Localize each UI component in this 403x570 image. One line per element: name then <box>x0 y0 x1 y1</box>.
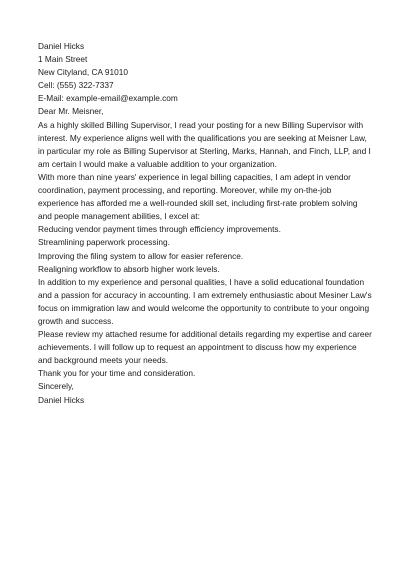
sender-email: E-Mail: example-email@example.com <box>38 93 178 104</box>
body-line: coordination, payment processing, and reporting. Moreover, while my on-the-job <box>38 185 332 196</box>
body-line: experience has afforded me a well-rounded skill set, including first-rate problem solving <box>38 198 358 209</box>
sender-cell: Cell: (555) 322-7337 <box>38 80 114 91</box>
body-line: With more than nine years' experience in legal billing capacities, I am adept in vendor <box>38 171 351 182</box>
skill-item: Improving the filing system to allow for easier reference. <box>38 250 244 261</box>
body-line: focus on immigration law and would welcome the opportunity to contribute to your ongoing <box>38 302 370 313</box>
body-line: Please review my attached resume for additional details regarding my expertise and career <box>38 329 372 340</box>
body-line: and people management abilities, I excel at: <box>38 211 200 222</box>
sender-name: Daniel Hicks <box>38 41 85 51</box>
body-line: As a highly skilled Billing Supervisor, I read your posting for a new Billing Supervisor with <box>38 119 364 130</box>
body-line: in particular my role as Billing Supervisor at Sterling, Marks, Hannah, and Finch, LLP, and I <box>38 145 371 156</box>
body-line: and background meets your needs. <box>38 355 169 366</box>
body-line: and a passion for accuracy in accounting. I am extremely enthusiastic about Mesiner Law's <box>38 289 372 300</box>
skill-item: Streamlining paperwork processing. <box>38 237 170 248</box>
body-line: Thank you for your time and consideration. <box>38 368 196 379</box>
skill-item: Realigning workflow to absorb higher work levels. <box>38 263 220 274</box>
signature-name: Daniel Hicks <box>38 394 85 405</box>
body-line: In addition to my experience and personal qualities, I have a solid educational foundation <box>38 276 365 287</box>
cover-letter <box>38 40 372 407</box>
closing: Sincerely, <box>38 381 74 392</box>
body-line: growth and success. <box>38 315 114 326</box>
sender-street: 1 Main Street <box>38 54 88 65</box>
body-line: interest. My experience aligns well with the qualifications you are seeking at Meisner Law, <box>38 132 367 143</box>
salutation: Dear Mr. Meisner, <box>38 106 104 117</box>
skill-item: Reducing vendor payment times through efficiency improvements. <box>38 224 281 235</box>
sender-city: New Cityland, CA 91010 <box>38 67 128 78</box>
body-line: achievements. I will follow up to request an appointment to discuss how my experience <box>38 342 357 353</box>
body-line: am certain I would make a valuable addition to your organization. <box>38 158 277 169</box>
